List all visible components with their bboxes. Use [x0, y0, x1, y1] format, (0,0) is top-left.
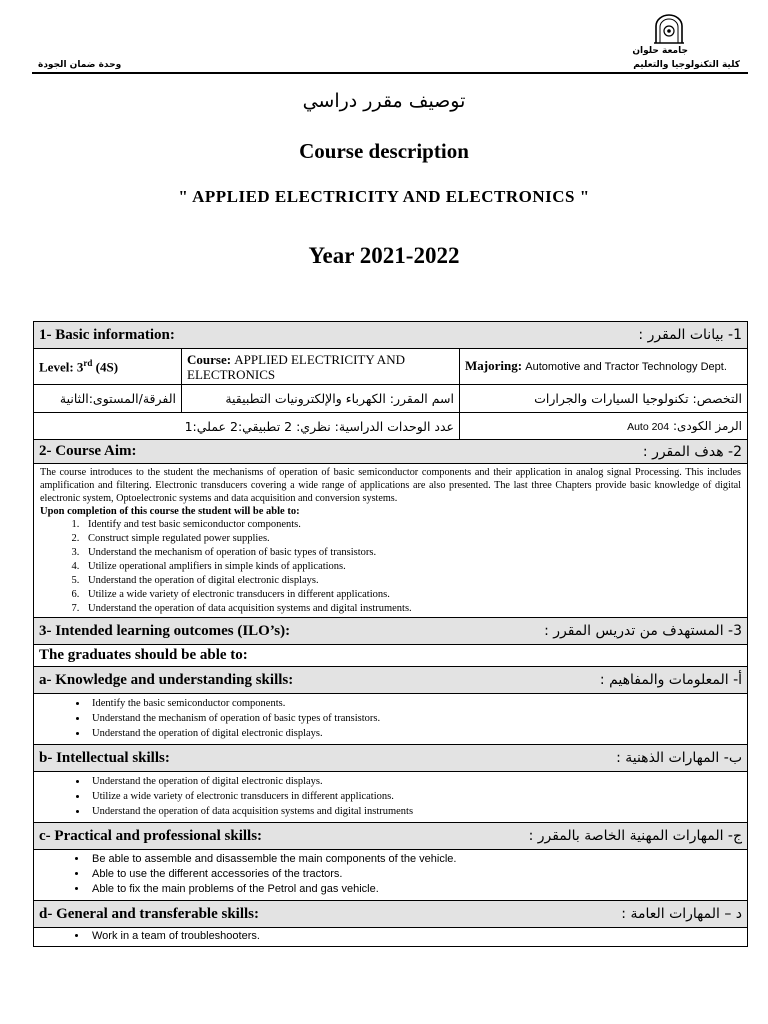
- list-item: • Able to use the different accessories of the tractors.: [88, 867, 741, 882]
- general-title: d- General and transferable skills:: [39, 905, 259, 922]
- course-spec-table: [33, 321, 748, 947]
- course-aim-body: [34, 464, 748, 618]
- course-aim-header: [34, 440, 748, 464]
- practical-body: [34, 850, 748, 901]
- knowledge-title: a- Knowledge and understanding skills:: [39, 671, 294, 688]
- ilos-title: 3- Intended learning outcomes (ILO’s):: [39, 622, 291, 639]
- majoring-value: Automotive and Tractor Technology Dept.: [525, 361, 727, 373]
- code-value: Auto 204: [627, 421, 670, 433]
- level-label: Level: 3: [39, 359, 84, 375]
- level-ar: الفرقة/المستوى:الثانية: [34, 385, 182, 413]
- majoring-cell: [460, 349, 748, 385]
- list-item: • Understand the operation of digital electronic displays.: [88, 726, 741, 741]
- list-item: 6. Utilize a wide variety of electronic transducers in different applications.: [82, 588, 741, 602]
- course-aim-paragraph: The course introduces to the student the mechanisms of operation of basic semiconductor components and their application in analog signal Processing. This includes amplification and filtering. Electronic transducers covering a wide range of applications are also presented. The last three Chapters provide basic knowledge of digital electronic system, Optoelectronic systems and data acquisition and conversion systems.: [40, 467, 742, 504]
- basic-info-ar-row: [34, 385, 748, 413]
- knowledge-header: [34, 667, 748, 694]
- university-logo: [652, 14, 686, 44]
- ilos-header: [34, 618, 748, 645]
- faculty-name: كلية التكنولوجيا والتعليم: [633, 60, 740, 70]
- intellectual-header: [34, 745, 748, 772]
- practical-title: c- Practical and professional skills:: [39, 827, 263, 844]
- units-ar: عدد الوحدات الدراسية: نظري: 2 تطبيقي:2 عملي:1: [34, 413, 460, 440]
- list-item: • Able to fix the main problems of the Petrol and gas vehicle.: [88, 882, 741, 897]
- basic-info-header: [34, 322, 748, 349]
- course-cell: [182, 349, 460, 385]
- knowledge-list: [40, 696, 741, 741]
- upon-completion-label: Upon completion of this course the student will be able to:: [40, 506, 300, 517]
- code-cell: [460, 413, 748, 440]
- list-item: 4. Utilize operational amplifiers in simple kinds of applications.: [82, 560, 741, 574]
- course-label: Course:: [187, 351, 235, 367]
- intellectual-title: b- Intellectual skills:: [39, 749, 170, 766]
- basic-info-row: [34, 349, 748, 385]
- course-ar: اسم المقرر: الكهرباء والإلكترونيات التطبيقية: [182, 385, 460, 413]
- practical-title-ar: ج- المهارات المهنية الخاصة بالمقرر :: [528, 828, 743, 844]
- knowledge-title-ar: أ- المعلومات والمفاهيم :: [599, 672, 743, 688]
- arabic-title: توصيف مقرر دراسي: [302, 90, 466, 112]
- list-item: 1. Identify and test basic semiconductor components.: [82, 518, 741, 532]
- general-body: [34, 928, 748, 947]
- units-row: [34, 413, 748, 440]
- university-name: جامعة حلوان: [632, 46, 688, 56]
- intellectual-list: [40, 774, 741, 819]
- general-title-ar: د – المهارات العامة :: [621, 906, 743, 922]
- basic-info-title: 1- Basic information:: [39, 326, 175, 343]
- majoring-ar: التخصص: تكنولوجيا السيارات والجرارات: [460, 385, 748, 413]
- course-aim-title-ar: 2- هدف المقرر :: [642, 443, 743, 460]
- course-description-title: Course description: [299, 139, 469, 163]
- graduates-label: The graduates should be able to:: [34, 645, 748, 667]
- list-item: 3. Understand the mechanism of operation of basic types of transistors.: [82, 546, 741, 560]
- knowledge-body: [34, 694, 748, 745]
- list-item: • Work in a team of troubleshooters.: [88, 929, 741, 944]
- list-item: 7. Understand the operation of data acquisition systems and digital instruments.: [82, 602, 741, 616]
- graduates-row: [34, 645, 748, 667]
- intellectual-body: [34, 772, 748, 823]
- level-suffix: (4S): [92, 359, 119, 375]
- objectives-list: [40, 518, 741, 616]
- quality-unit: وحدة ضمان الجودة: [38, 60, 122, 70]
- course-aim-title: 2- Course Aim:: [39, 443, 137, 459]
- list-item: • Utilize a wide variety of electronic transducers in different applications.: [88, 789, 741, 804]
- academic-year: Year 2021-2022: [308, 243, 460, 268]
- level-cell: [34, 349, 182, 385]
- list-item: 5. Understand the operation of digital electronic displays.: [82, 574, 741, 588]
- list-item: • Understand the operation of data acquisition systems and digital instruments: [88, 804, 741, 819]
- practical-header: [34, 823, 748, 850]
- list-item: • Identify the basic semiconductor components.: [88, 696, 741, 711]
- code-label-ar: الرمز الكودى:: [672, 419, 743, 433]
- basic-info-title-ar: 1- بيانات المقرر :: [638, 327, 743, 343]
- level-sup: rd: [83, 357, 93, 368]
- course-value: APPLIED ELECTRICITY AND ELECTRONICS: [187, 351, 405, 382]
- list-item: • Be able to assemble and disassemble the main components of the vehicle.: [88, 852, 741, 867]
- list-item: • Understand the operation of digital electronic displays.: [88, 774, 741, 789]
- general-header: [34, 901, 748, 928]
- list-item: • Understand the mechanism of operation of basic types of transistors.: [88, 711, 741, 726]
- ilos-title-ar: 3- المستهدف من تدريس المقرر :: [544, 623, 743, 639]
- general-list: [40, 929, 741, 944]
- practical-list: [40, 852, 741, 897]
- intellectual-title-ar: ب- المهارات الذهنية :: [616, 750, 743, 766]
- course-name-title: " APPLIED ELECTRICITY AND ELECTRONICS ": [178, 187, 590, 206]
- header-divider: [32, 72, 748, 74]
- list-item: 2. Construct simple regulated power supplies.: [82, 532, 741, 546]
- majoring-label: Majoring:: [465, 358, 526, 373]
